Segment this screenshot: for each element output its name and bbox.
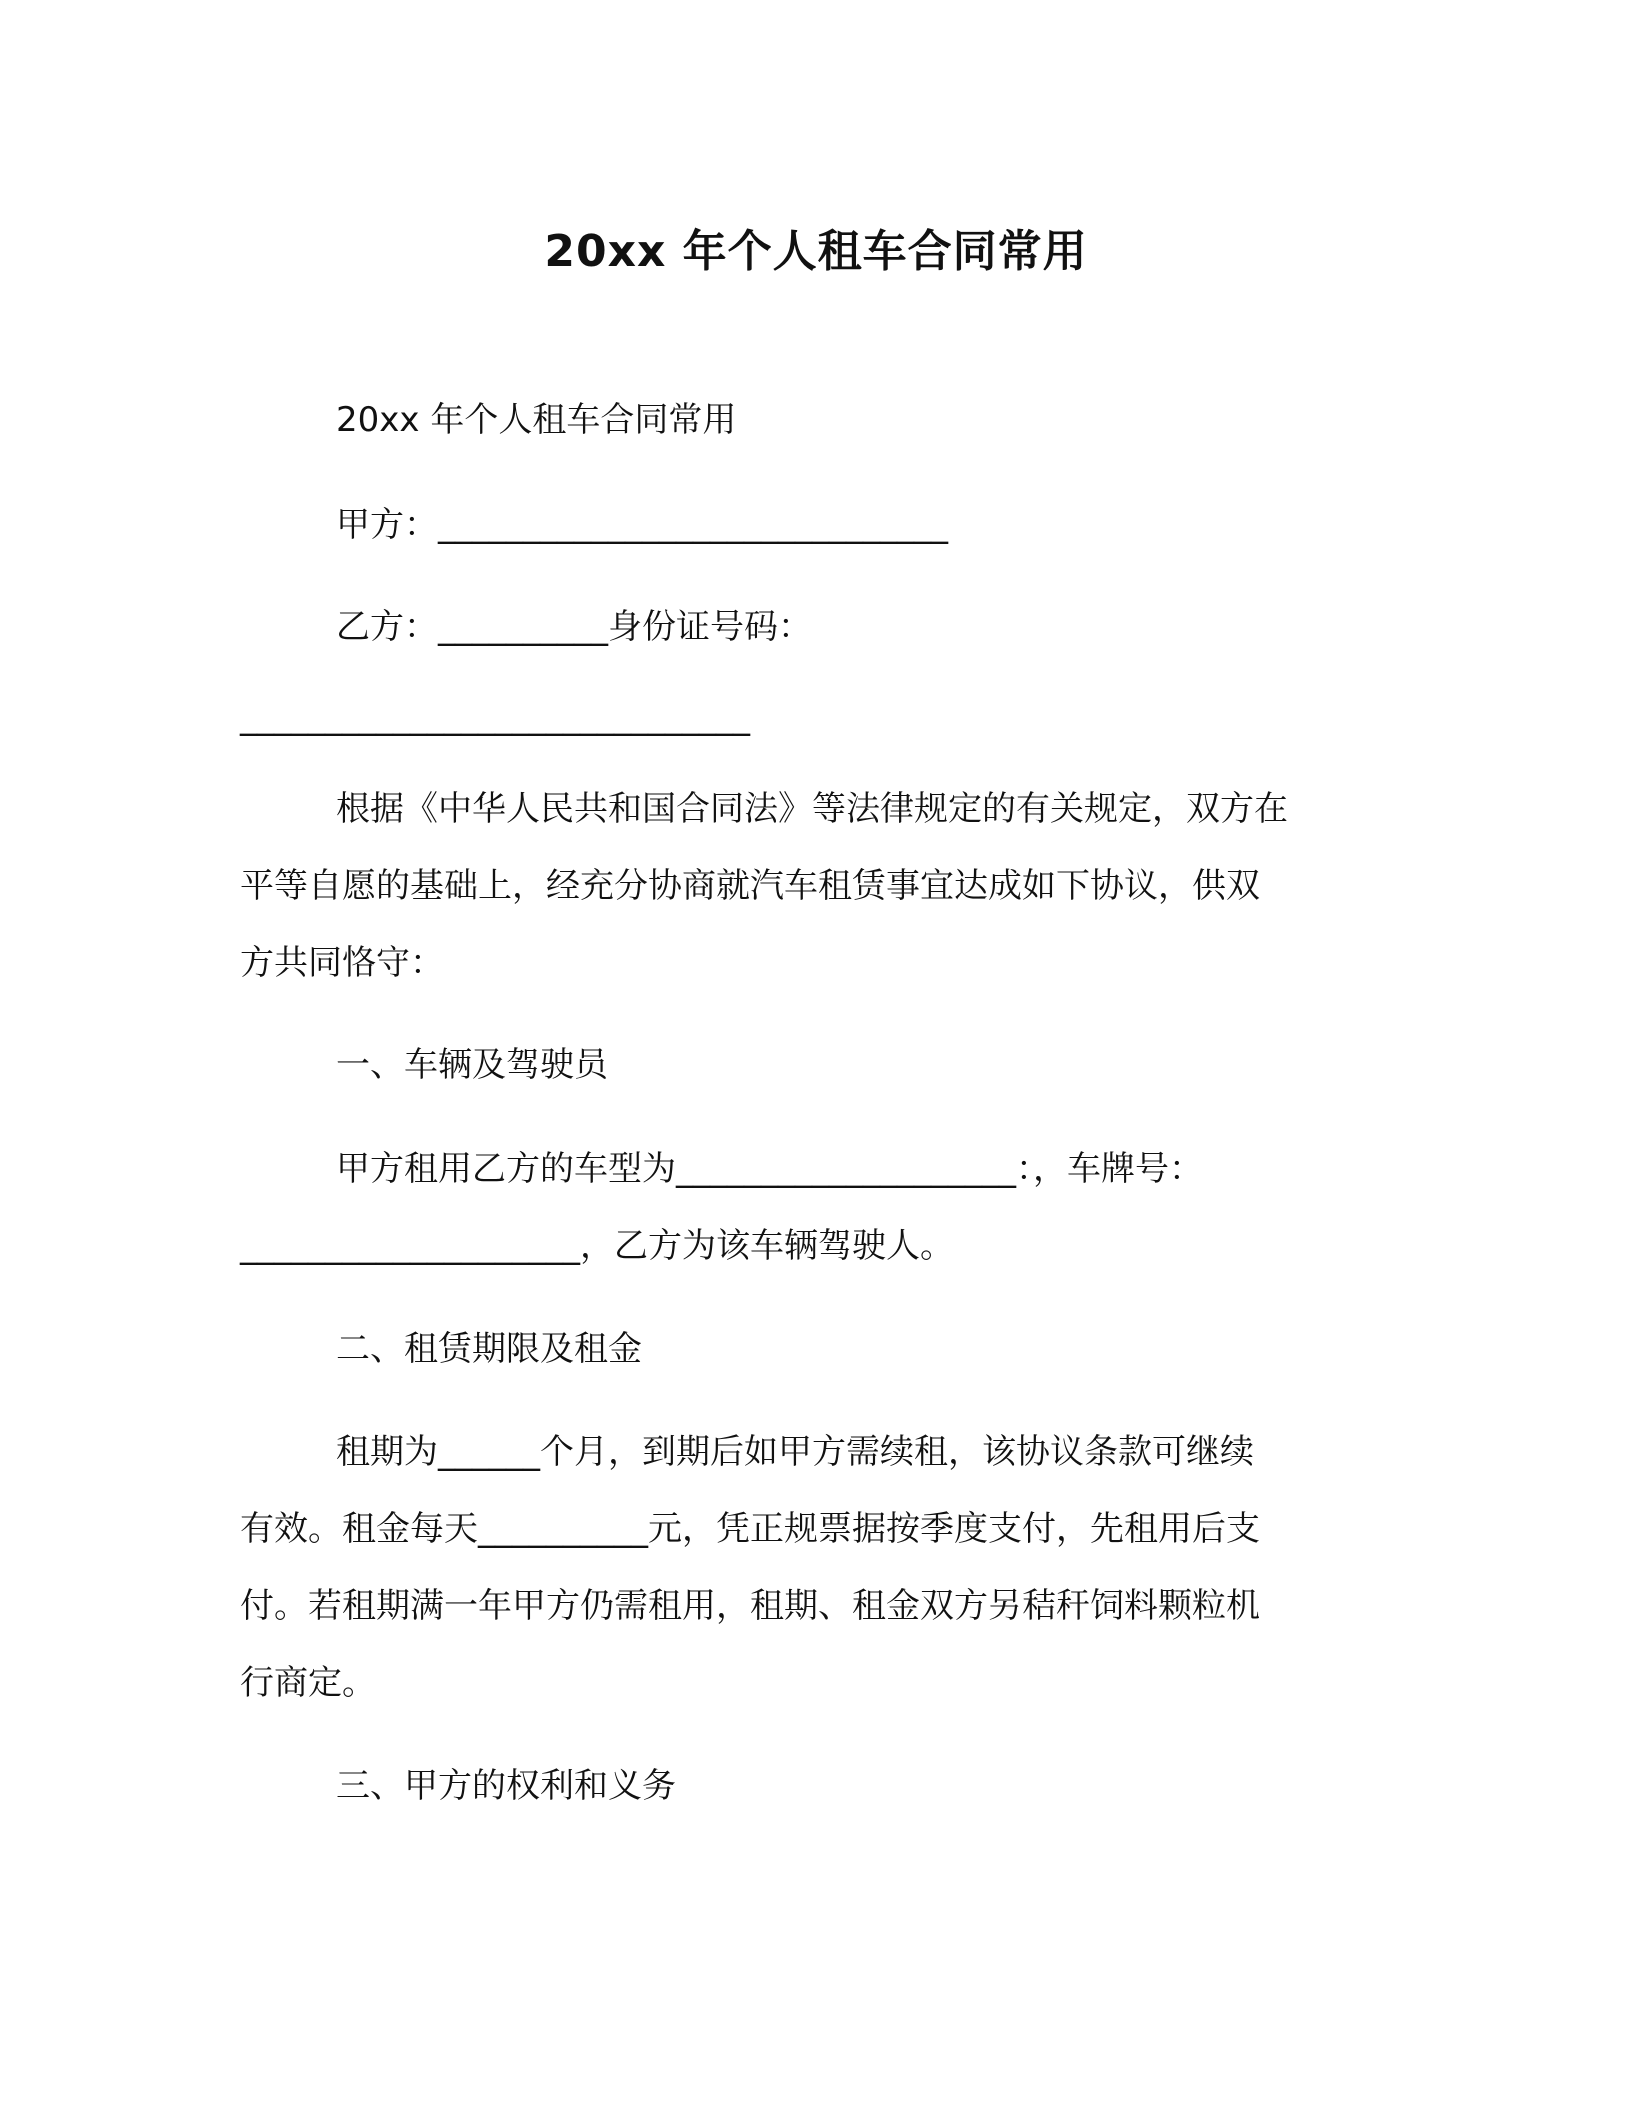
section-2-heading-line: 二、租赁期限及租金 <box>336 1329 642 1369</box>
preamble-line-1: 根据《中华人民共和国合同法》等法律规定的有关规定，双方在 <box>336 789 1288 829</box>
section-3-heading-line: 三、甲方的权利和义务 <box>336 1766 676 1806</box>
document-title: 20xx 年个人租车合同常用 <box>544 226 1088 277</box>
section-1-body <box>240 1131 1380 1285</box>
party-b-line-2: ______________________________ <box>240 697 750 737</box>
section-2-body-line-3: 付。若租期满一年甲方仍需租用，租期、租金双方另秸秆饲料颗粒机 <box>240 1586 1260 1626</box>
party-b-paragraph <box>240 589 1380 756</box>
preamble-line-2: 平等自愿的基础上，经充分协商就汽车租赁事宜达成如下协议，供双 <box>240 866 1260 906</box>
preamble-line-3: 方共同恪守： <box>240 943 444 983</box>
preamble-paragraph <box>240 771 1380 1002</box>
party-a-paragraph <box>240 487 1380 564</box>
section-2-heading <box>240 1311 1380 1388</box>
section-2-body-line-4: 行商定。 <box>240 1663 376 1703</box>
party-a-line: 甲方：______________________________ <box>336 505 948 545</box>
section-1-heading-line: 一、车辆及驾驶员 <box>336 1045 608 1085</box>
section-3-heading <box>240 1748 1380 1825</box>
section-2-body-line-2: 有效。租金每天__________元，凭正规票据按季度支付，先租用后支 <box>240 1509 1260 1549</box>
subtitle-paragraph <box>240 382 1380 459</box>
section-1-heading <box>240 1027 1380 1104</box>
section-2-body <box>240 1414 1380 1722</box>
section-1-body-line-2: ____________________，乙方为该车辆驾驶人。 <box>240 1226 954 1266</box>
section-2-body-line-1: 租期为______个月，到期后如甲方需续租，该协议条款可继续 <box>336 1432 1254 1472</box>
subtitle-line: 20xx 年个人租车合同常用 <box>336 400 737 440</box>
party-b-line-1: 乙方：__________身份证号码： <box>336 607 812 647</box>
section-1-body-line-1: 甲方租用乙方的车型为____________________：，车牌号： <box>336 1149 1203 1189</box>
